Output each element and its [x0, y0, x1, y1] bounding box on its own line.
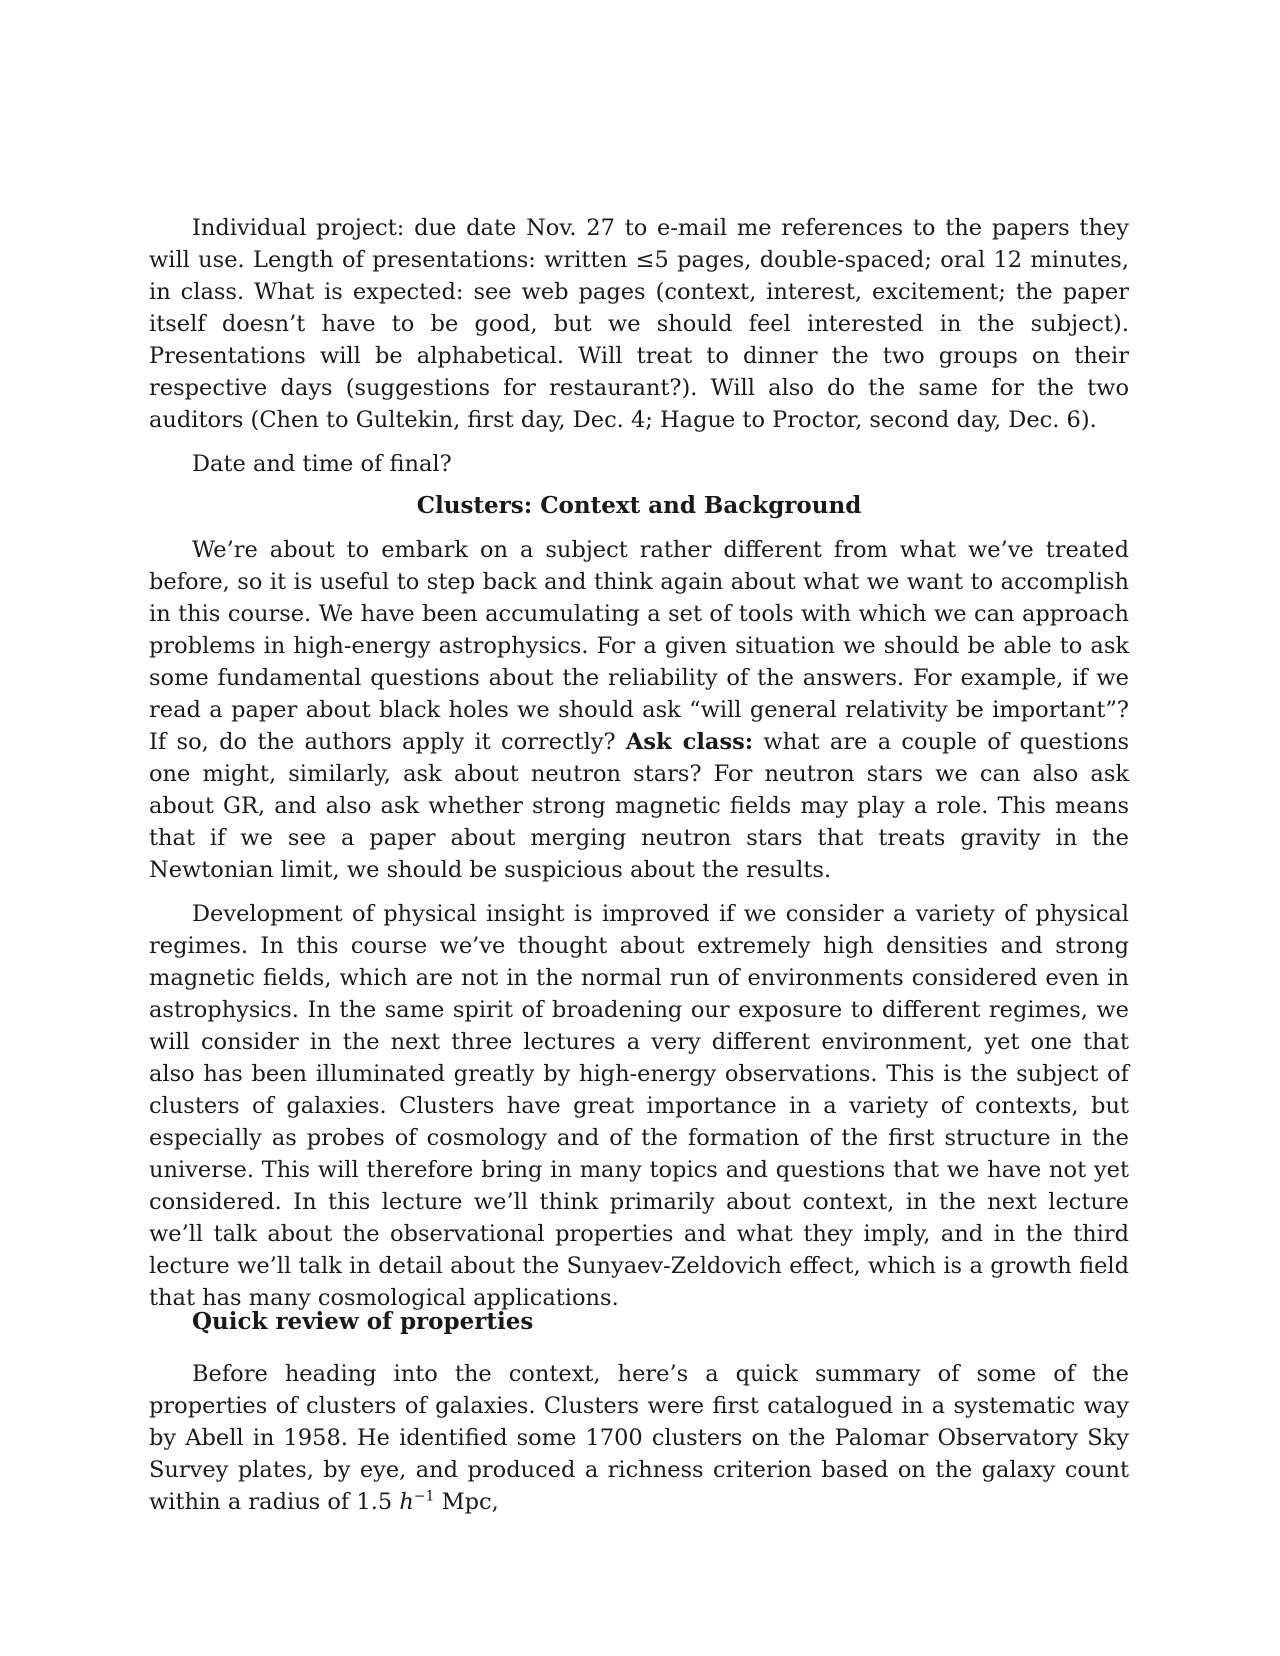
- context-paragraph-2: Development of physical insight is improved if we consider a variety of physical regimes. In this course we’ve thought about extremely high densities and strong magnetic fields, which are not in the normal run of environments considered even in astrophysics. In the same spirit of broadening our exposure to different regimes, we will consider in the next three lectures a very different environment, yet one that also has been illuminated greatly by high-energy observations. This is the subject of clusters of galaxies. Clusters have great importance in a variety of contexts, but especially as probes of cosmology and of the formation of the first structure in the universe. This will therefore bring in many topics and questions that we have not yet considered. In this lecture we’ll think primarily about context, in the next lecture we’ll talk about the observational properties and what they imply, and in the third lecture we’ll talk in detail about the Sunyaev-Zeldovich effect, which is a growth field that has many cosmological applications.: [149, 901, 1129, 1311]
- properties-text-b: Mpc,: [434, 1489, 499, 1515]
- ask-class-label: Ask class:: [625, 729, 754, 755]
- context-block: [149, 534, 1129, 1314]
- properties-block: [149, 1358, 1129, 1518]
- context-paragraph-1: [149, 534, 1129, 886]
- context-text-a: We’re about to embark on a subject rather different from what we’ve treated before, so it is useful to step back and think again about what we want to accomplish in this course. We have been accumulating a set of tools with which we can approach problems in high-energy astrophysics. For a given situation we should be able to ask some fundamental questions about the reliability of the answers. For example, if we read a paper about black holes we should ask “will general relativity be important”? If so, do the authors apply it correctly?: [149, 537, 1129, 755]
- context-text-b: what are a couple of questions one might, similarly, ask about neutron stars? For neutron stars we can also ask about GR, and also ask whether strong magnetic fields may play a role. This means that if we see a paper about merging neutron stars that treats gravity in the Newtonian limit, we should be suspicious about the results.: [149, 729, 1130, 883]
- properties-text-a: Before heading into the context, here’s a quick summary of some of the properties of clusters of galaxies. Clusters were first catalogued in a systematic way by Abell in 1958. He identified some 1700 clusters on the Palomar Observatory Sky Survey plates, by eye, and produced a richness criterion based on the galaxy count within a radius of 1.5: [149, 1361, 1129, 1515]
- properties-paragraph: [149, 1358, 1129, 1518]
- final-exam-question: Date and time of final?: [192, 451, 452, 477]
- section-title: Clusters: Context and Background: [416, 492, 862, 519]
- hubble-h: h: [399, 1489, 414, 1515]
- subsection-heading: Quick review of properties: [192, 1308, 534, 1335]
- announcement-paragraph: Individual project: due date Nov. 27 to e-mail me references to the papers they will use. Length of presentations: written ≤5 pages, double-spaced; oral 12 minutes, in class. What is expected: see web pages (context, interest, excitement; the paper itself doesn’t have to be good, but we should feel interested in the subject). Presentations will be alphabetical. Will treat to dinner the two groups on their respective days (suggestions for restaurant?). Will also do the same for the two auditors (Chen to Gultekin, first day, Dec. 4; Hague to Proctor, second day, Dec. 6).: [149, 215, 1129, 433]
- hubble-exponent: −1: [413, 1488, 435, 1505]
- announcement-block: [149, 212, 1129, 480]
